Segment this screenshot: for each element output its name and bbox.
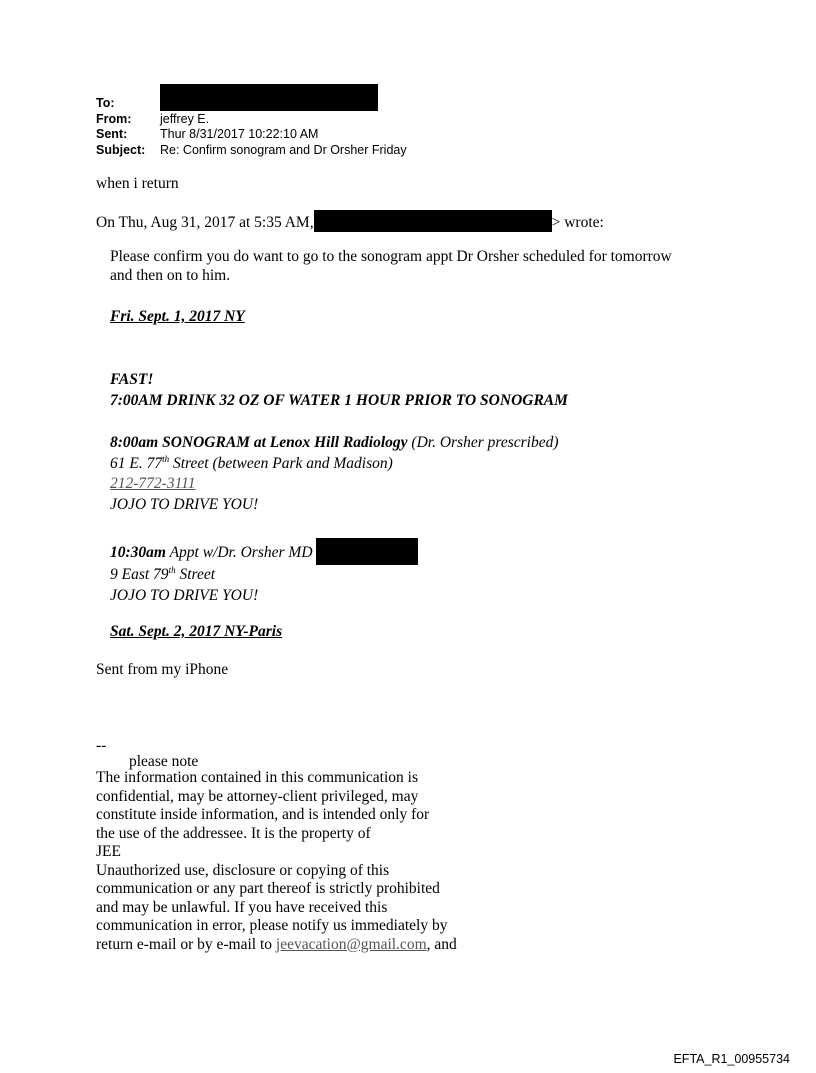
sonogram-block: [110, 433, 559, 515]
notice-line: constitute inside information, and is intended only for: [96, 806, 430, 823]
attribution-suffix: > wrote:: [551, 214, 604, 231]
note-heading: please note: [129, 753, 199, 770]
address-2: 9 East 79th Street: [110, 564, 216, 583]
appointment-text: Appt w/Dr. Orsher MD: [165, 544, 317, 561]
subject-value: Re: Confirm sonogram and Dr Orsher Friday: [160, 142, 407, 157]
sonogram-line: [110, 433, 559, 454]
attribution-prefix: On Thu, Aug 31, 2017 at 5:35 AM,: [96, 214, 314, 231]
sent-value: Thur 8/31/2017 10:22:10 AM: [160, 127, 319, 141]
redaction-sender: [314, 210, 552, 232]
redaction-to: [160, 84, 378, 111]
document-id-stamp: EFTA_R1_00955734: [673, 1052, 790, 1066]
to-row: [96, 96, 407, 112]
day-heading-2: Sat. Sept. 2, 2017 NY-Paris: [110, 623, 283, 640]
quote-intro: [110, 247, 672, 285]
appointment-line: [110, 538, 418, 565]
phone-link[interactable]: 212-772-3111: [110, 475, 196, 492]
subject-row: [96, 143, 407, 159]
notice-last-line: return e-mail or by e-mail to jeevacation@gmail.com, and: [96, 935, 457, 953]
quote-attribution: [96, 210, 604, 232]
intro-line-1: Please confirm you do want to go to the sonogram appt Dr Orsher scheduled for tomorrow: [110, 248, 672, 265]
subject-label: Subject:: [96, 142, 146, 157]
reply-text: when i return: [96, 175, 179, 192]
appointment-block: [110, 538, 418, 606]
drink-instruction: 7:00AM DRINK 32 OZ OF WATER 1 HOUR PRIOR TO SONOGRAM: [110, 392, 568, 409]
notice-line: confidential, may be attorney-client privileged, may: [96, 787, 419, 805]
from-label: From:: [96, 111, 132, 126]
notice-line: The information contained in this communication is: [96, 769, 418, 786]
sonogram-title: 8:00am SONOGRAM at Lenox Hill Radiology: [110, 434, 408, 451]
notice-line: communication or any part thereof is strictly prohibited: [96, 880, 440, 897]
address-1: 61 E. 77th Street (between Park and Madison): [110, 453, 393, 472]
notice-line: the use of the addressee. It is the property of: [96, 824, 371, 842]
signature-separator: --: [96, 737, 107, 754]
notice-line: communication in error, please notify us immediately by: [96, 917, 448, 934]
notice-line: Unauthorized use, disclosure or copying of this: [96, 861, 390, 879]
email-header: [96, 96, 407, 158]
notice-line: JEE: [96, 843, 121, 860]
confidentiality-notice: [96, 769, 457, 954]
driver-note-1: JOJO TO DRIVE YOU!: [110, 495, 259, 513]
fast-note: FAST!: [110, 371, 154, 388]
intro-line-2: and then on to him.: [110, 267, 231, 284]
from-value: jeffrey E.: [160, 111, 210, 126]
driver-note-2: JOJO TO DRIVE YOU!: [110, 586, 259, 604]
sent-label: Sent:: [96, 127, 128, 141]
to-label: To:: [96, 96, 115, 110]
appointment-time: 10:30am: [110, 544, 166, 561]
sent-row: [96, 127, 407, 143]
sonogram-note: (Dr. Orsher prescribed): [407, 434, 559, 451]
email-link[interactable]: jeevacation@gmail.com: [275, 935, 427, 953]
sent-from-signature: Sent from my iPhone: [96, 661, 229, 678]
redaction-phone: [316, 538, 418, 565]
from-row: [96, 112, 407, 128]
day-heading-1: Fri. Sept. 1, 2017 NY: [110, 308, 245, 325]
notice-line: and may be unlawful. If you have received this: [96, 898, 388, 916]
